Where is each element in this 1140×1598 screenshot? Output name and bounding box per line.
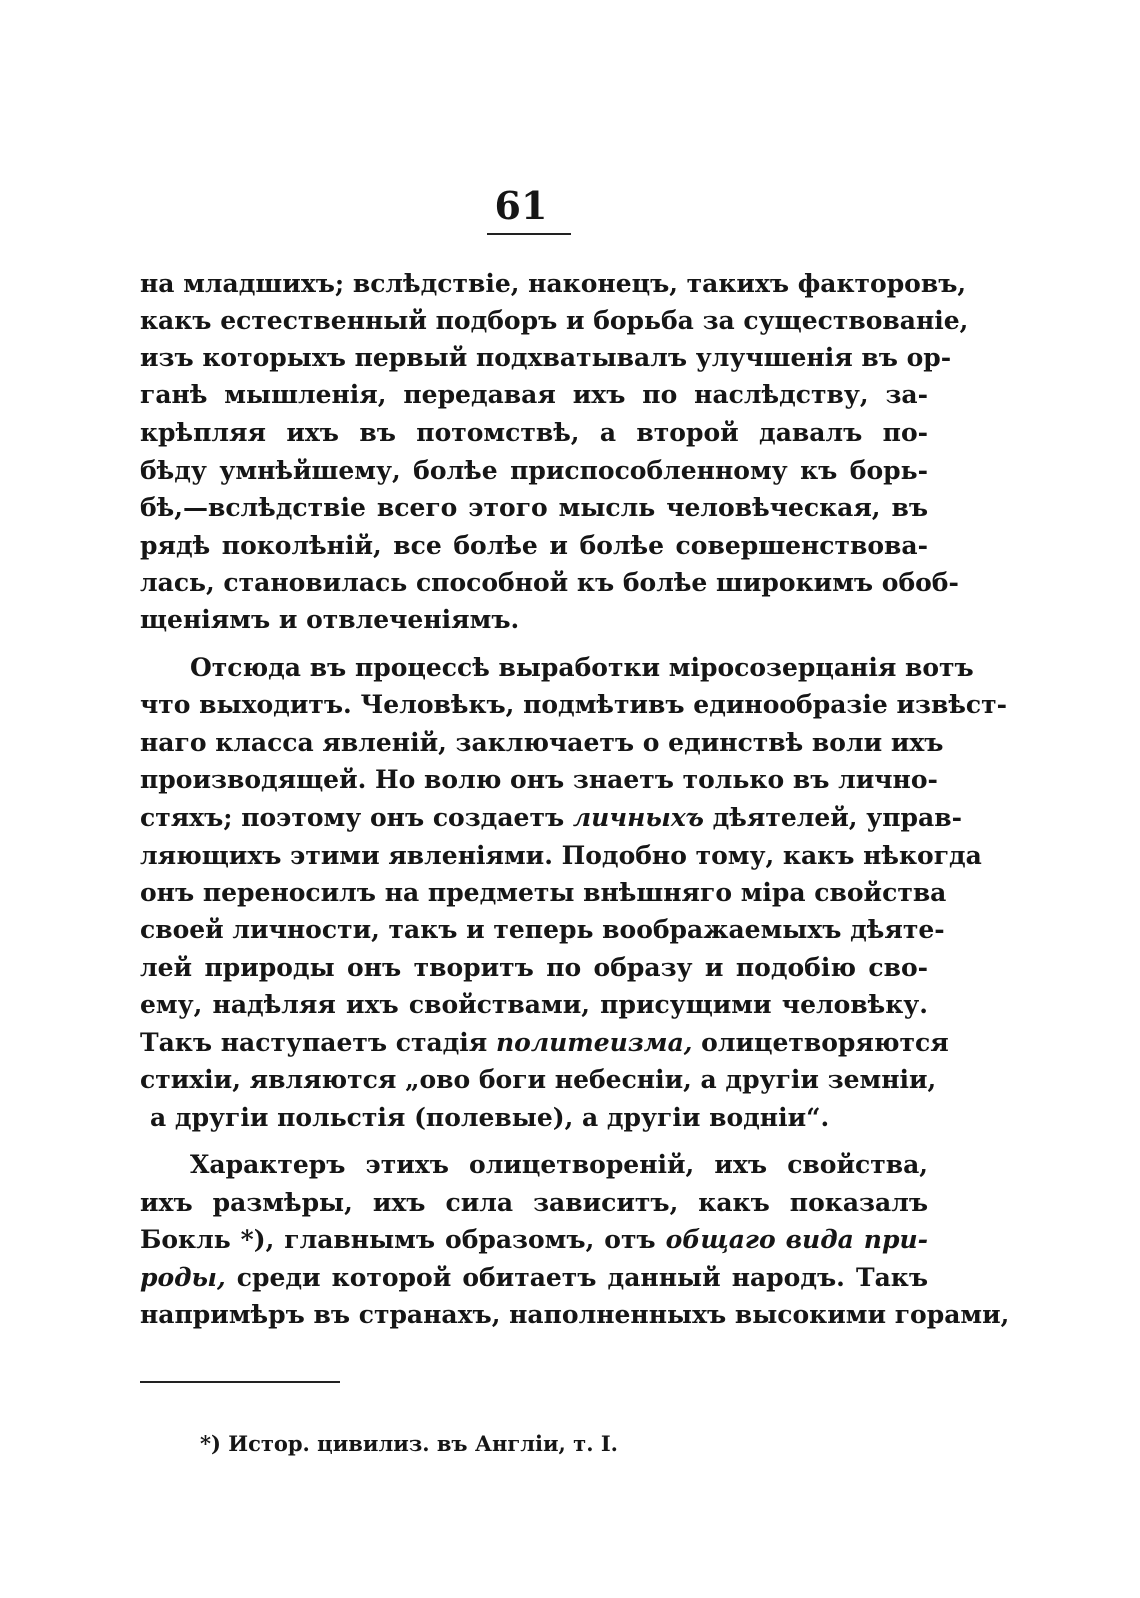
italic-term: политеизма, — [495, 1028, 693, 1057]
text-line — [140, 801, 962, 835]
text-run: среди которой обитаетъ данный народъ. Такъ — [225, 1263, 928, 1292]
italic-term: роды, — [140, 1263, 226, 1292]
text-line: ганѣ мышленія, передавая ихъ по наслѣдству, за- — [140, 380, 928, 409]
text-line: ляющихъ этими явленіями. Подобно тому, какъ нѣкогда — [140, 841, 982, 870]
text-line: лась, становилась способной къ болѣе широкимъ обоб- — [140, 568, 959, 597]
text-line: какъ естественный подборъ и борьба за существованіе, — [140, 306, 969, 335]
text-line: а другіи польстія (полевые), а другіи водніи“. — [150, 1103, 830, 1132]
page-number-rule — [487, 233, 571, 235]
text-line: ихъ размѣры, ихъ сила зависитъ, какъ показалъ — [140, 1188, 928, 1217]
text-line: лей природы онъ творитъ по образу и подобію сво- — [140, 953, 928, 982]
text-line: производящей. Но волю онъ знаетъ только въ лично- — [140, 765, 938, 794]
text-line: Отсюда въ процессѣ выработки міросозерцанія вотъ — [190, 653, 974, 682]
text-run: Такъ наступаетъ стадія — [140, 1028, 496, 1057]
text-run: дѣятелей, управ- — [703, 803, 962, 832]
italic-term: личныхъ — [572, 803, 704, 832]
text-line: рядѣ поколѣній, все болѣе и болѣе совершенствова- — [140, 531, 928, 560]
text-line: наго класса явленій, заключаетъ о единствѣ воли ихъ — [140, 728, 944, 757]
text-line: стихіи, являются „ово боги небесніи, а другіи земніи, — [140, 1065, 937, 1094]
text-line — [140, 1261, 928, 1295]
text-line: крѣпляя ихъ въ потомствѣ, а второй давалъ по- — [140, 418, 928, 447]
italic-term: общаго вида при- — [665, 1225, 928, 1254]
page-number: 61 — [494, 183, 548, 228]
text-line: щеніямъ и отвлеченіямъ. — [140, 605, 520, 634]
text-line: изъ которыхъ первый подхватывалъ улучшенія въ ор- — [140, 343, 952, 372]
text-line: напримѣръ въ странахъ, наполненныхъ высокими горами, — [140, 1300, 1010, 1329]
footnote-rule — [140, 1381, 340, 1383]
text-line: своей личности, такъ и теперь воображаемыхъ дѣяте- — [140, 915, 945, 944]
text-line: Характеръ этихъ олицетвореній, ихъ свойства, — [190, 1150, 928, 1179]
text-line — [140, 1026, 949, 1060]
text-line: что выходитъ. Человѣкъ, подмѣтивъ единообразіе извѣст- — [140, 690, 1008, 719]
text-line: бѣду умнѣйшему, болѣе приспособленному къ борь- — [140, 456, 928, 485]
text-line: онъ переносилъ на предметы внѣшняго міра свойства — [140, 878, 947, 907]
text-line: ему, надѣляя ихъ свойствами, присущими человѣку. — [140, 990, 928, 1019]
text-run: олицетворяются — [692, 1028, 949, 1057]
text-line — [140, 1223, 928, 1257]
footnote: *) Истор. цивилиз. въ Англіи, т. I. — [200, 1431, 618, 1456]
text-line: бѣ,—вслѣдствіе всего этого мысль человѣческая, въ — [140, 493, 928, 522]
text-run: стяхъ; поэтому онъ создаетъ — [140, 803, 573, 832]
text-line: на младшихъ; вслѣдствіе, наконецъ, такихъ факторовъ, — [140, 269, 967, 298]
text-run: Бокль *), главнымъ образомъ, отъ — [140, 1225, 666, 1254]
